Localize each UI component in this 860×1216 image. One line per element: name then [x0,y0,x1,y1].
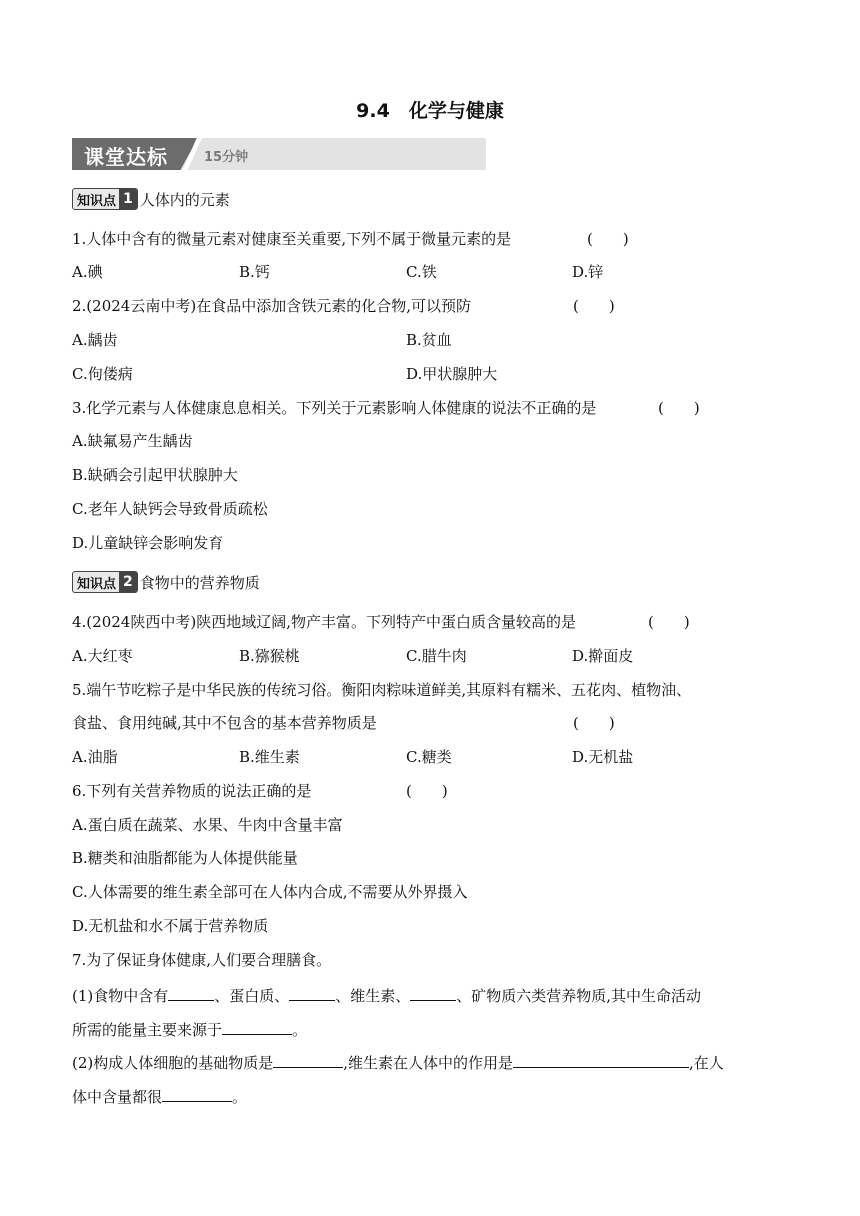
question-7-stem: 7.为了保证身体健康,人们要合理膳食。 [72,951,332,969]
answer-paren: ( ) [573,714,615,732]
answer-paren: ( ) [648,613,690,631]
banner-label: 课堂达标 [84,145,168,169]
answer-blank[interactable] [513,1051,689,1068]
knowledge-point-badge [72,571,138,593]
banner-time: 15分钟 [204,150,249,165]
answer-blank[interactable] [289,984,335,1001]
question-5-stem-line-2: 食盐、食用纯碱,其中不包含的基本营养物质是 [72,714,377,732]
fill-text: 、蛋白质、 [214,987,290,1005]
option-a: A.碘 [72,263,103,281]
section-banner [72,138,486,170]
option-a: A.龋齿 [72,331,118,349]
question-5-stem-line-1: 5.端午节吃粽子是中华民族的传统习俗。衡阳肉粽味道鲜美,其原料有糯米、五花肉、植物油、 [72,681,692,699]
option-a: A.油脂 [72,748,118,766]
fill-text: 所需的能量主要来源于 [72,1021,223,1039]
option-d: D.儿童缺锌会影响发育 [72,534,224,552]
option-d: D.擀面皮 [572,647,634,665]
answer-paren: ( ) [587,230,629,248]
answer-paren: ( ) [573,297,615,315]
knowledge-point-2 [72,571,260,593]
knowledge-point-badge-text: 知识点 [77,576,117,592]
question-1-stem [72,229,511,249]
knowledge-point-1 [72,188,230,210]
option-d: D.锌 [572,263,604,281]
question-7-part-1-line-1 [72,984,701,1006]
page-title: 9.4 化学与健康 [356,100,504,122]
question-stem-text: 1.人体中含有的微量元素对健康至关重要,下列不属于微量元素的是 [72,230,512,248]
question-2-stem: 2.(2024云南中考)在食品中添加含铁元素的化合物,可以预防 [72,297,471,315]
knowledge-point-badge-number: 1 [119,189,137,209]
fill-text: ,维生素在人体中的作用是 [343,1054,514,1072]
fill-text: 、矿物质六类营养物质,其中生命活动 [456,987,702,1005]
option-d: D.甲状腺肿大 [406,365,498,383]
answer-blank[interactable] [273,1051,343,1068]
option-d: D.无机盐 [572,748,634,766]
option-c: C.佝偻病 [72,365,133,383]
knowledge-point-badge-number: 2 [119,572,137,592]
knowledge-point-badge-text: 知识点 [77,193,117,209]
option-a: A.大红枣 [72,647,133,665]
option-c: C.铁 [406,263,437,281]
option-c: C.老年人缺钙会导致骨质疏松 [72,500,268,518]
fill-text: (1)食物中含有 [72,987,169,1005]
answer-blank[interactable] [410,984,456,1001]
option-b: B.钙 [239,263,270,281]
answer-paren: ( ) [658,399,700,417]
fill-text: (2)构成人体细胞的基础物质是 [72,1054,274,1072]
fill-text: 、维生素、 [335,987,411,1005]
question-4-stem: 4.(2024陕西中考)陕西地域辽阔,物产丰富。下列特产中蛋白质含量较高的是 [72,613,576,631]
option-c: C.糖类 [406,748,452,766]
option-b: B.猕猴桃 [239,647,300,665]
fill-text: 。 [232,1088,248,1106]
question-7-part-2-line-2 [72,1085,247,1107]
question-6-stem: 6.下列有关营养物质的说法正确的是 [72,782,312,800]
question-7-part-2-line-1 [72,1051,724,1073]
knowledge-point-title: 人体内的元素 [139,190,230,209]
answer-blank[interactable] [222,1018,292,1035]
option-b: B.贫血 [406,331,452,349]
question-7-part-1-line-2 [72,1018,307,1040]
option-a: A.蛋白质在蔬菜、水果、牛肉中含量丰富 [72,816,343,834]
option-b: B.维生素 [239,748,300,766]
answer-blank[interactable] [168,984,214,1001]
fill-text: 体中含量都很 [72,1088,163,1106]
question-3-stem: 3.化学元素与人体健康息息相关。下列关于元素影响人体健康的说法不正确的是 [72,399,597,417]
option-d: D.无机盐和水不属于营养物质 [72,917,269,935]
knowledge-point-title: 食物中的营养物质 [139,573,260,592]
answer-blank[interactable] [162,1085,232,1102]
option-b: B.缺硒会引起甲状腺肿大 [72,466,238,484]
option-a: A.缺氟易产生龋齿 [72,432,193,450]
knowledge-point-badge [72,188,138,210]
option-c: C.人体需要的维生素全部可在人体内合成,不需要从外界摄入 [72,883,468,901]
option-c: C.腊牛肉 [406,647,467,665]
fill-text: ,在人 [689,1054,724,1072]
fill-text: 。 [292,1021,308,1039]
answer-paren: ( ) [406,782,448,800]
option-b: B.糖类和油脂都能为人体提供能量 [72,849,298,867]
